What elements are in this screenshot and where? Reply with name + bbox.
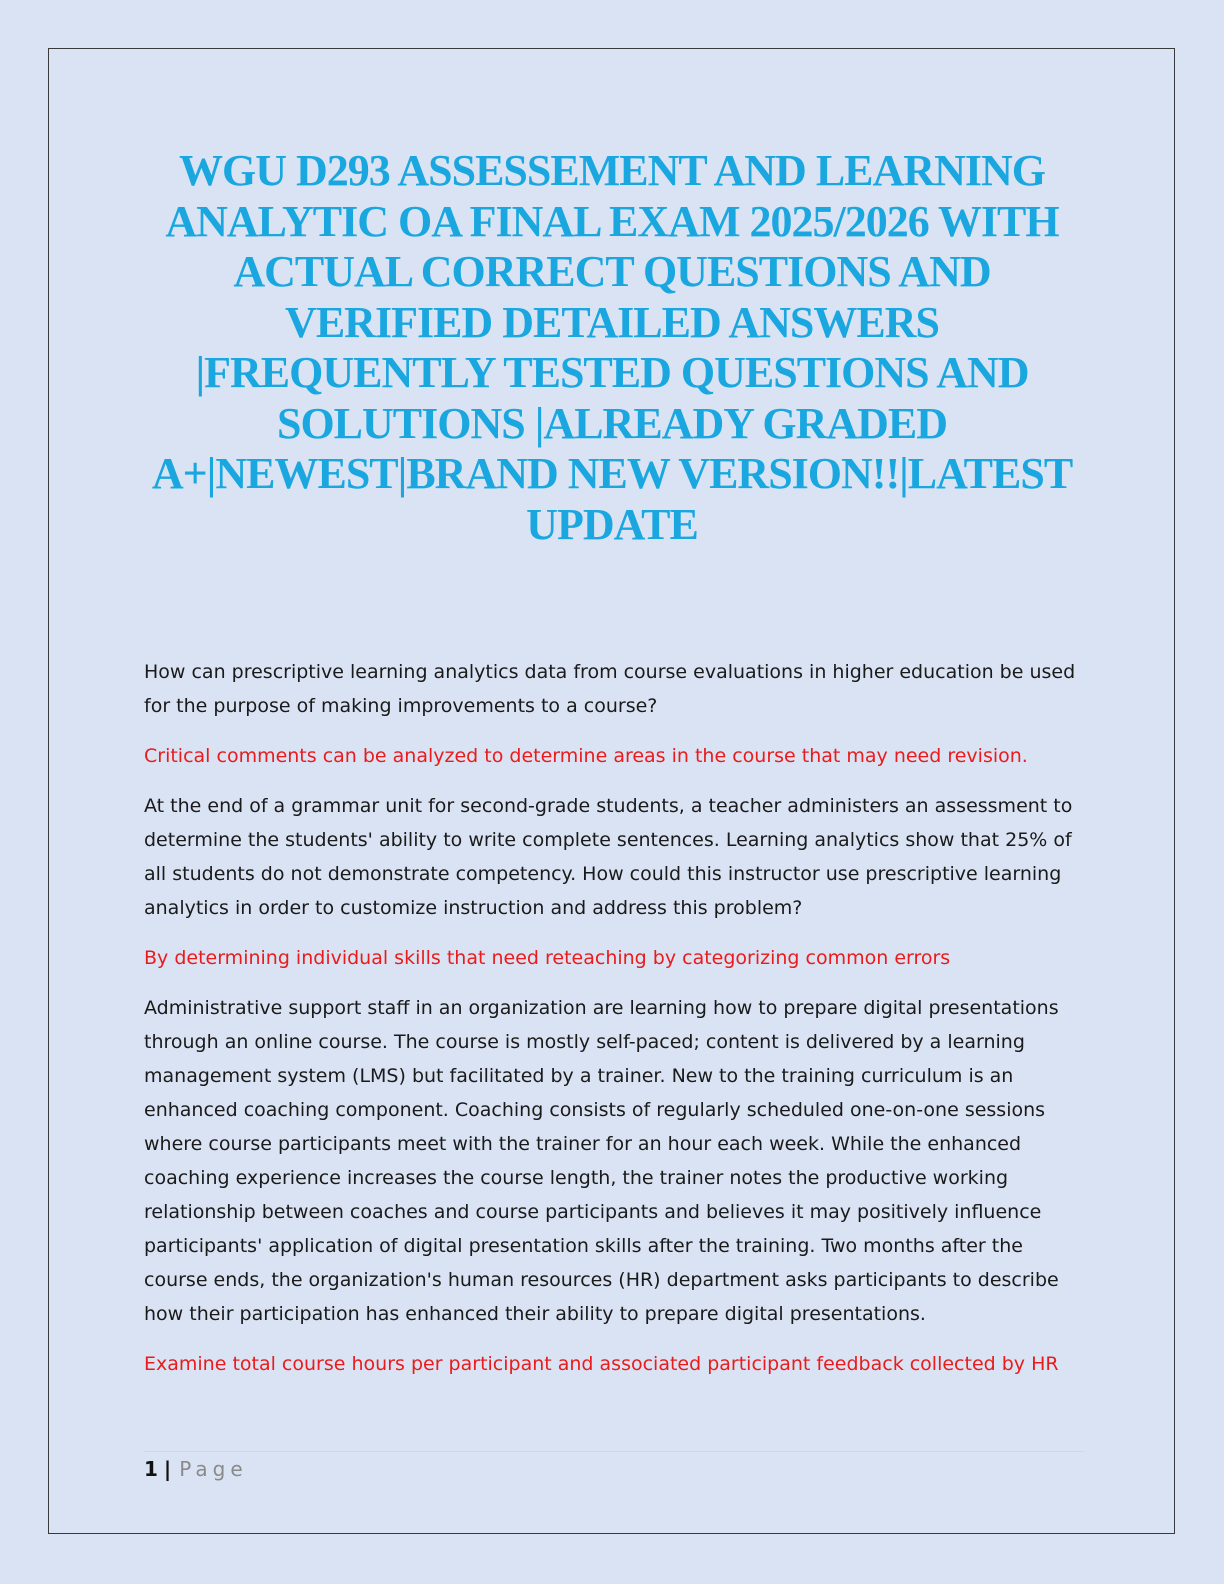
footer-divider: [144, 1451, 1084, 1452]
answer-1: Critical comments can be analyzed to determine areas in the course that may need revision.: [144, 745, 1028, 767]
page-footer: [144, 1454, 248, 1484]
question-2: At the end of a grammar unit for second-grade students, a teacher administers an assessment to determine the students' ability to write complete sentences. Learning analytics show that 25% of all students do not demonstrate competency. How could this instructor use prescriptive learning analytics in order to customize instruction and address this problem?: [144, 795, 1073, 919]
document-title: WGU D293 ASSESSEMENT AND LEARNING ANALYTIC OA FINAL EXAM 2025/2026 WITH ACTUAL CORRECT QUESTIONS AND VERIFIED DETAILED ANSWERS |FREQUENTLY TESTED QUESTIONS AND SOLUTIONS |ALREADY GRADED A+|NEWEST|BRAND NEW VERSION!!|LATEST UPDATE: [151, 146, 1073, 549]
question-3: Administrative support staff in an organization are learning how to prepare digital presentations through an online course. The course is mostly self-paced; content is delivered by a learning management system (LMS) but facilitated by a trainer. New to the training curriculum is an enhanced coaching component. Coaching consists of regularly scheduled one-on-one sessions where course participants meet with the trainer for an hour each week. While the enhanced coaching experience increases the course length, the trainer notes the productive working relationship between coaches and course participants and believes it may positively influence participants' application of digital presentation skills after the training. Two months after the course ends, the organization's human resources (HR) department asks participants to describe how their participation has enhanced their ability to prepare digital presentations.: [144, 997, 1059, 1325]
answer-3: Examine total course hours per participant and associated participant feedback collected by HR: [144, 1353, 1059, 1375]
page-number: 1: [144, 1457, 158, 1481]
page-separator: |: [163, 1457, 172, 1481]
question-1: How can prescriptive learning analytics data from course evaluations in higher education be used for the purpose of making improvements to a course?: [144, 661, 1076, 717]
qa-content: [144, 655, 1084, 1397]
answer-2: By determining individual skills that need reteaching by categorizing common errors: [144, 947, 951, 969]
page-label: Page: [179, 1457, 248, 1481]
